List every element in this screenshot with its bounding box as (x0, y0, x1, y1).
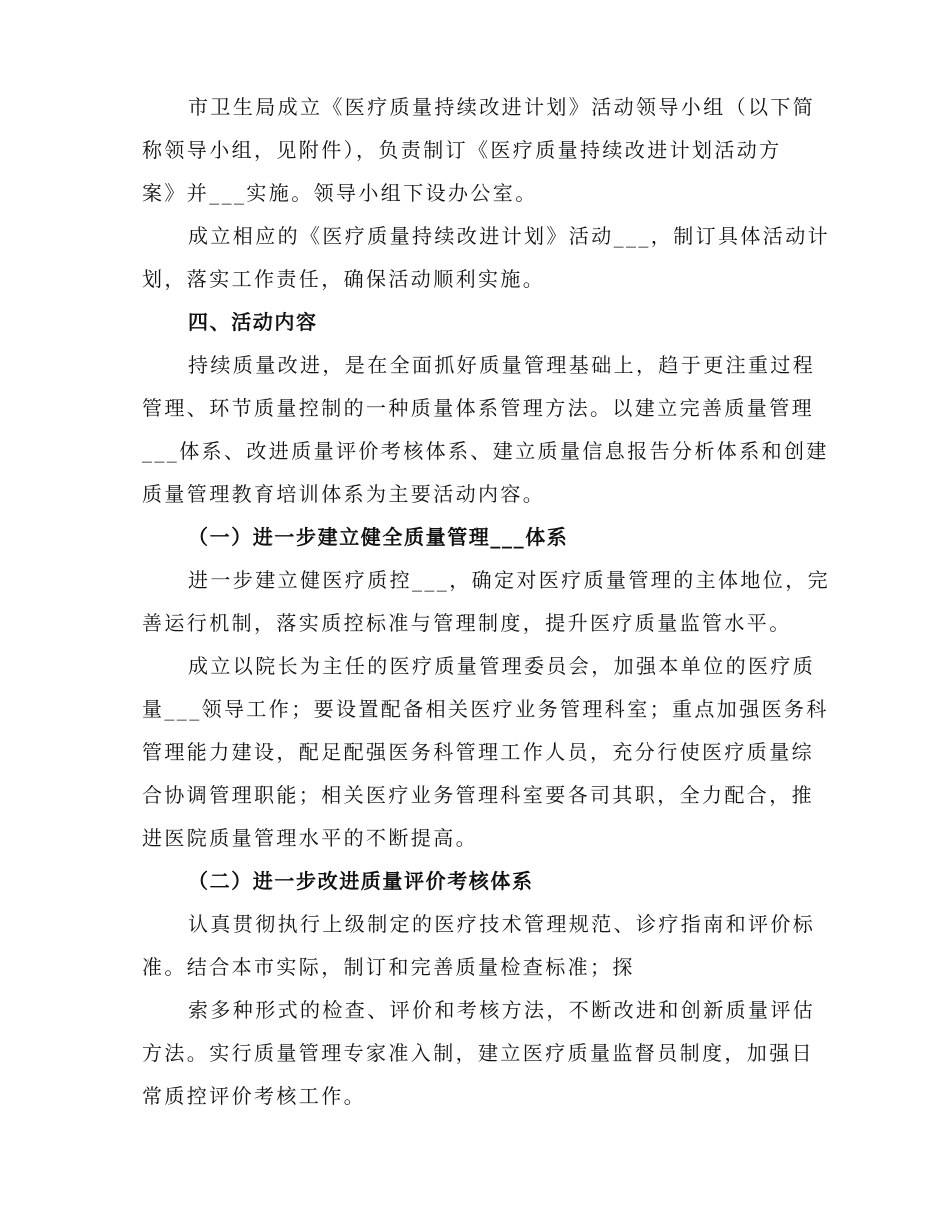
paragraph-line: 管理、环节质量控制的一种质量体系管理方法。以建立完善质量管理 (142, 396, 814, 420)
paragraph-line: 质量管理教育培训体系为主要活动内容。 (142, 482, 546, 506)
paragraph-line: 索多种形式的检查、评价和考核方法，不断改进和创新质量评估 (188, 998, 816, 1022)
paragraph-line: 认真贯彻执行上级制定的医疗技术管理规范、诊疗指南和评价标 (188, 912, 816, 936)
paragraph-line: 划，落实工作责任，确保活动顺利实施。 (142, 267, 546, 291)
paragraph-line: 成立相应的《医疗质量持续改进计划》活动___，制订具体活动计 (188, 224, 830, 248)
paragraph-line: 进医院质量管理水平的不断提高。 (142, 826, 478, 850)
paragraph-line: 常质控评价考核工作。 (142, 1084, 366, 1108)
paragraph-line: 合协调管理职能；相关医疗业务管理科室要各司其职，全力配合，推 (142, 783, 814, 807)
paragraph-line: 管理能力建设，配足配强医务科管理工作人员，充分行使医疗质量综 (142, 740, 814, 764)
paragraph-line: 善运行机制，落实质控标准与管理制度，提升医疗质量监管水平。 (142, 611, 792, 635)
paragraph-line: 案》并___实施。领导小组下设办公室。 (142, 181, 538, 205)
paragraph-line: 成立以院长为主任的医疗质量管理委员会，加强本单位的医疗质 (188, 654, 816, 678)
paragraph-line: 准。结合本市实际，制订和完善质量检查标准；探 (142, 955, 635, 979)
subsection-heading: （二）进一步改进质量评价考核体系 (188, 869, 534, 893)
paragraph-line: 进一步建立健医疗质控___，确定对医疗质量管理的主体地位，完 (188, 568, 830, 592)
paragraph-line: 市卫生局成立《医疗质量持续改进计划》活动领导小组（以下简 (188, 95, 816, 119)
paragraph-line: 持续质量改进，是在全面抓好质量管理基础上，趋于更注重过程 (188, 353, 816, 377)
paragraph-line: 称领导小组，见附件），负责制订《医疗质量持续改进计划活动方 (142, 138, 782, 162)
paragraph-line: 量___领导工作；要设置配备相关医疗业务管理科室；重点加强医务科 (142, 697, 829, 721)
subsection-heading: （一）进一步建立健全质量管理___体系 (188, 525, 569, 549)
section-heading: 四、活动内容 (188, 310, 318, 334)
paragraph-line: ___体系、改进质量评价考核体系、建立质量信息报告分析体系和创建 (142, 439, 829, 463)
paragraph-line: 方法。实行质量管理专家准入制，建立医疗质量监督员制度，加强日 (142, 1041, 814, 1065)
